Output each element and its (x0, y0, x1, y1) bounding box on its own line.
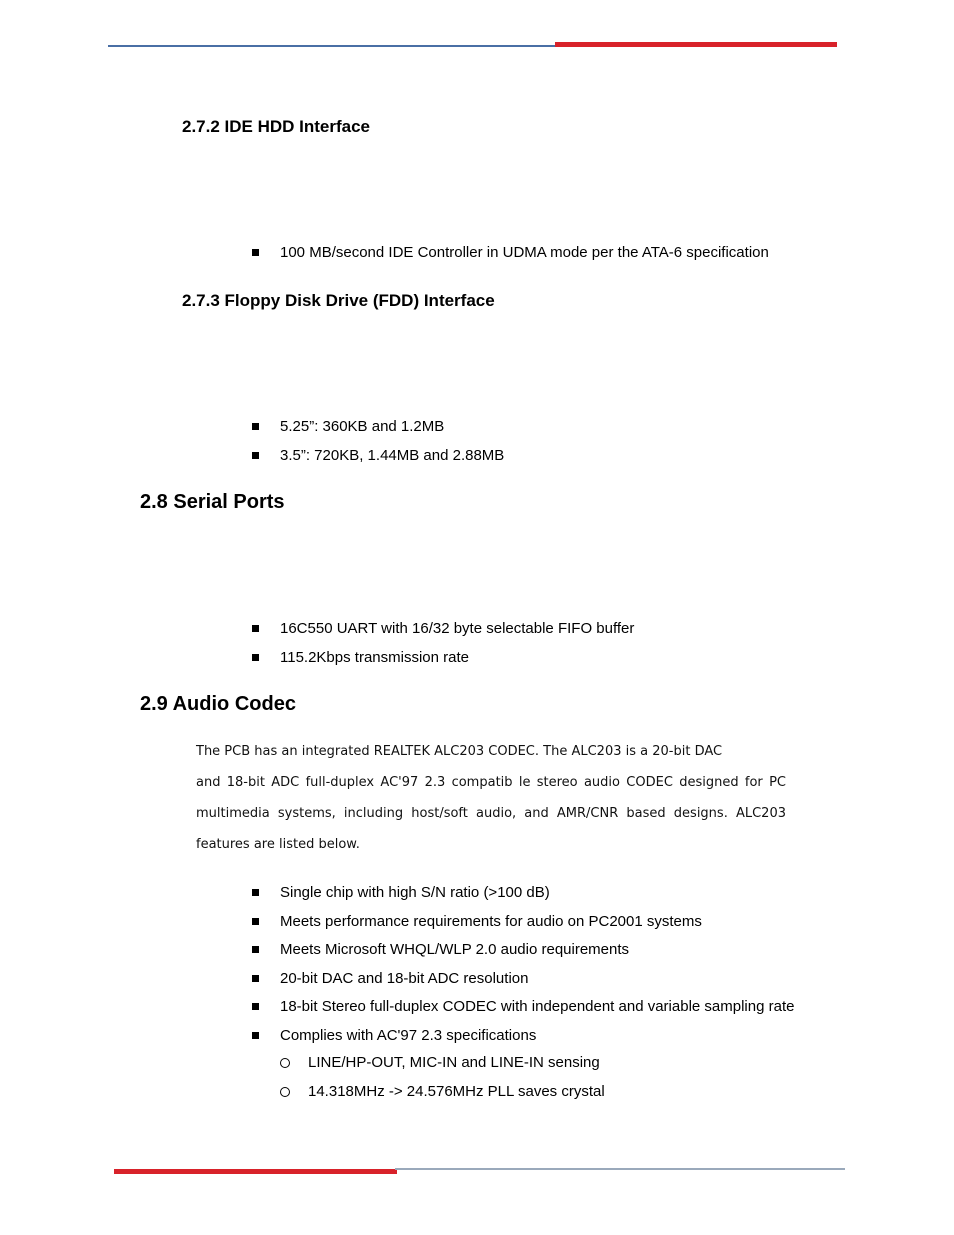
square-bullet-icon (252, 889, 259, 896)
square-bullet-icon (252, 452, 259, 459)
square-bullet-icon (252, 975, 259, 982)
circle-bullet-icon (280, 1087, 290, 1097)
square-bullet-icon (252, 423, 259, 430)
circle-bullet-icon (280, 1058, 290, 1068)
paragraph-line: multimedia systems, including host/soft audio, and AMR/CNR based designs. ALC203 (196, 806, 786, 821)
paragraph-line: and 18-bit ADC full-duplex AC'97 2.3 compatib le stereo audio CODEC designed for PC (196, 775, 786, 790)
section-heading-ide: 2.7.2 IDE HDD Interface (182, 117, 371, 136)
section-heading-audio: 2.9 Audio Codec (140, 693, 296, 715)
section-heading-serial: 2.8 Serial Ports (140, 491, 285, 513)
paragraph-line: The PCB has an integrated REALTEK ALC203 CODEC. The ALC203 is a 20-bit DAC (196, 744, 723, 759)
footer-rule-red (114, 1169, 397, 1174)
footer-rule-gray (395, 1168, 845, 1170)
square-bullet-icon (252, 625, 259, 632)
square-bullet-icon (252, 654, 259, 661)
square-bullet-icon (252, 918, 259, 925)
square-bullet-icon (252, 1003, 259, 1010)
square-bullet-icon (252, 1032, 259, 1039)
header-rule-blue (108, 45, 558, 47)
paragraph-line: features are listed below. (196, 837, 360, 852)
square-bullet-icon (252, 946, 259, 953)
square-bullet-icon (252, 249, 259, 256)
header-rule-red (555, 42, 837, 47)
audio-paragraph (196, 743, 786, 867)
section-heading-fdd: 2.7.3 Floppy Disk Drive (FDD) Interface (182, 291, 495, 310)
